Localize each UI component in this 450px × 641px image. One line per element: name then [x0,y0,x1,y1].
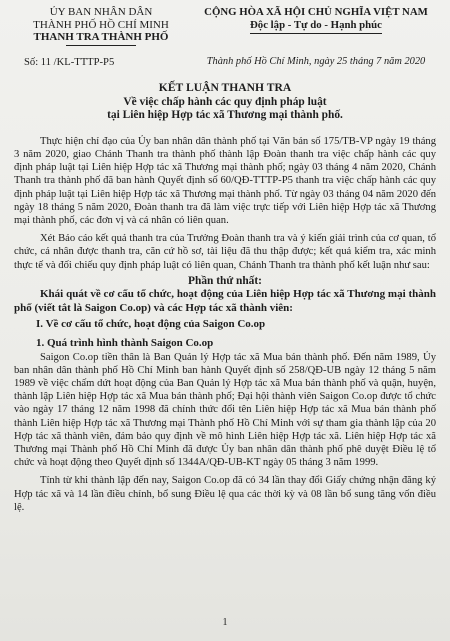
country-name: CỘNG HÒA XÃ HỘI CHỦ NGHĨA VIỆT NAM [204,6,428,18]
document-date: Thành phố Hồ Chí Minh, ngày 25 tháng 7 năm 2020 [206,55,426,67]
agency-line-2: THÀNH PHỐ HỒ CHÍ MINH [33,18,169,31]
document-title: KẾT LUẬN THANH TRA [158,81,292,95]
paragraph-1: Thực hiện chỉ đạo của Ủy ban nhân dân thành phố tại Văn bản số 175/TB-VP ngày 19 tháng 3 năm 2020, giao Chánh Thanh tra thành phố thành lập Đoàn thanh tra việc chấp hành các quy định pháp luật tại Liên hiệp Hợp tác xã Thương mại thành phố; ngày 03 tháng 4 năm 2020, Chánh Thanh tra thành phố đã ban hành Quyết định số 60/QĐ-TTTP-P5 thanh tra việc chấp hành các quy định pháp luật tại Liên hiệp Hợp tác xã Thương mại thành phố. Từ ngày 03 tháng 04 năm 2020 đến ngày 18 tháng 5 năm 2020, Đoàn thanh tra đã làm việc trực tiếp với Liên hiệp Hợp tác xã Thương mại thành phố, các đơn vị và cá nhân có liên quan. [14,135,436,227]
national-motto: Độc lập - Tự do - Hạnh phúc [250,19,382,34]
paragraph-3: Saigon Co.op tiền thân là Ban Quản lý Hợp tác xã Mua bán thành phố. Đến năm 1989, Ủy ban nhân dân thành phố Hồ Chí Minh ban hành Quyết định số 258/QĐ-UB ngày 12 tháng 5 năm 1989 về việc chấm dứt hoạt động của Ban Quản lý Hợp tác xã Mua bán thành phố và quận, huyện, thành lập Liên hiệp Hợp tác xã Mua bán thành phố; Đại hội thành viên Saigon Co.op được tổ chức vào ngày 17 tháng 12 năm 1998 đã chính thức đổi tên Liên hiệp Hợp tác xã Mua bán thành phố thành Liên hiệp Hợp tác xã Thương mại Thành phố Hồ Chí Minh với sự tham gia thành lập của 20 Hợp tác xã thành viên, đảm bảo quy định về mô hình Liên hiệp Hợp tác xã. Liên hiệp Hợp tác xã Thương mại Thành phố Hồ Chí Minh đã được Ủy ban nhân dân thành phố phê duyệt Điều lệ tổ chức và hoạt động theo Quyết định số 1344A/QĐ-UB-KT ngày 05 tháng 3 năm 1999. [14,351,436,469]
document-number: Số: 11 /KL-TTTP-P5 [24,56,115,68]
document-subtitle-2: tại Liên hiệp Hợp tác xã Thương mại thành phố. [107,109,343,122]
agency-line-1: ỦY BAN NHÂN DÂN [49,6,153,18]
subsection-heading: 1. Quá trình hình thành Saigon Co.op [36,337,214,350]
part-heading: Phần thứ nhất: [188,274,262,287]
document-subtitle-1: Về việc chấp hành các quy định pháp luật [123,95,327,108]
number-date-row [14,46,436,69]
national-title [196,6,436,46]
issuing-agency [16,6,186,46]
agency-line-3: THANH TRA THÀNH PHỐ [33,31,169,44]
agency-underline [66,45,136,46]
part-title: Khái quát về cơ cấu tổ chức, hoạt động của Liên hiệp Hợp tác xã Thương mại thành phố (viết tắt là Saigon Co.op) và các Hợp tác xã thành viên: [14,287,436,314]
paragraph-4: Tính từ khi thành lập đến nay, Saigon Co.op đã có 34 lần thay đổi Giấy chứng nhận đăng ký Hợp tác xã và 14 lần điều chỉnh, bổ sung Điều lệ qua các thời kỳ và 08 lần bổ sung tăng vốn điều lệ. [14,475,436,513]
section-heading: I. Về cơ cấu tổ chức, hoạt động của Saigon Co.op [36,318,266,331]
page-number: 1 [222,617,228,628]
paragraph-2: Xét Báo cáo kết quả thanh tra của Trưởng Đoàn thanh tra và ý kiến giải trình của cơ quan, tổ chức, cá nhân được thanh tra, căn cứ hồ sơ, tài liệu đã thu thập được; kết quả kiểm tra, xác minh thực tế và đối chiếu quy định pháp luật có liên quan, Chánh Thanh tra thành phố kết luận như sau: [14,233,436,271]
document-header [14,6,436,46]
